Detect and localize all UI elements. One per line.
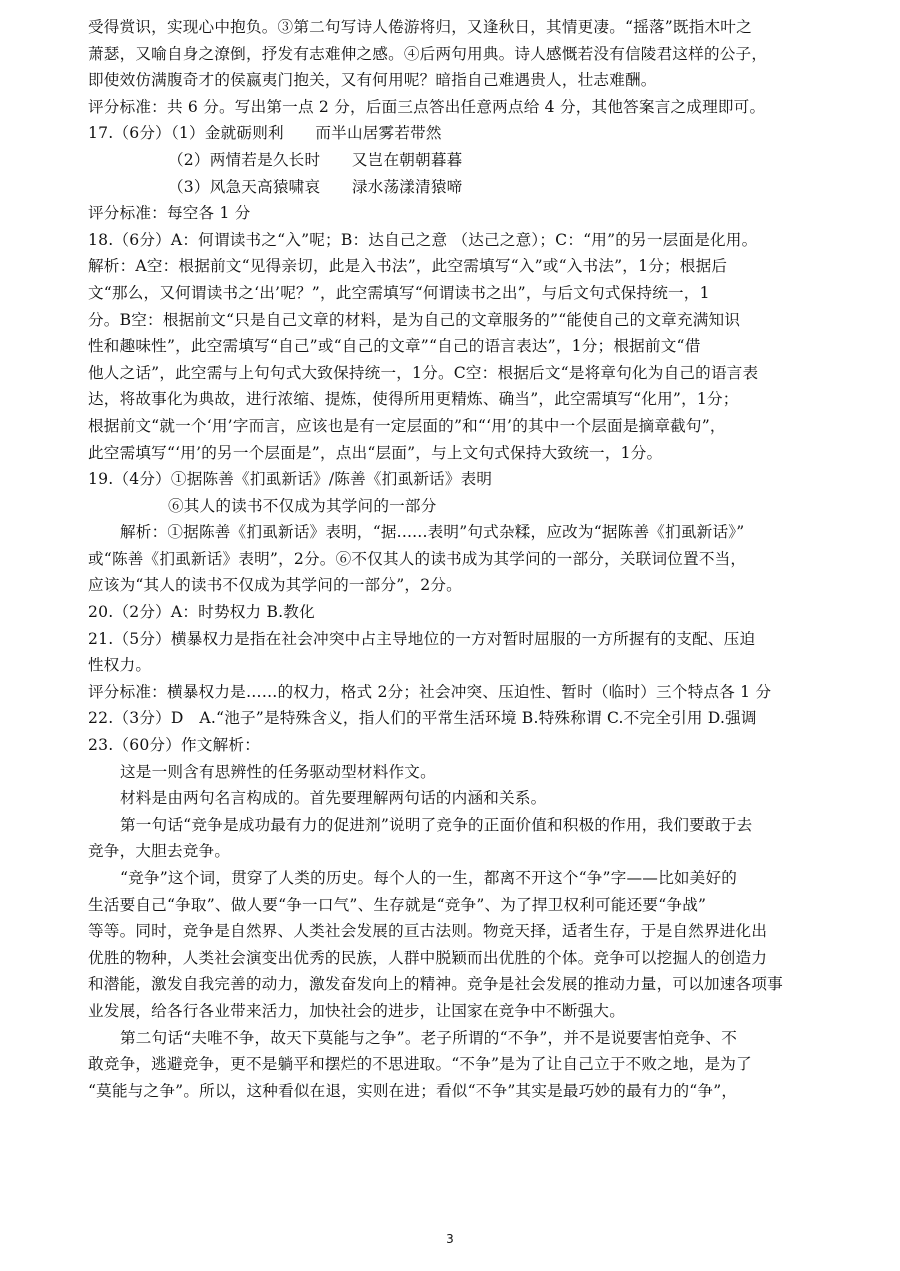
text-line: （2）两情若是久长时 又岂在朝朝暮暮: [168, 150, 463, 169]
text-line: 第一句话“竞争是成功最有力的促进剂”说明了竞争的正面价值和积极的作用，我们要敢于去: [120, 815, 753, 834]
text-line: “竞争”这个词，贯穿了人类的历史。每个人的一生，都离不开这个“争”字——比如美好的: [120, 869, 738, 887]
text-line: 材料是由两句名言构成的。首先要理解两句话的内涵和关系。: [120, 789, 547, 808]
text-line: “莫能与之争”。所以，这种看似在退，实则在进；看似“不争”其实是最巧妙的最有力的“争”，: [88, 1081, 738, 1100]
text-line: 业发展，给各行各业带来活力，加快社会的进步，让国家在竞争中不断强大。: [88, 1001, 625, 1020]
text-line: 分。B空：根据前文“只是自己文章的材料，是为自己的文章服务的”“能使自己的文章充满知识: [88, 310, 741, 329]
text-line: 性权力。: [88, 656, 152, 675]
text-line: 18.（6分）A：何谓读书之“入”呢；B：达自己之意 （达己之意）；C：“用”的另一层面是化用。: [88, 230, 758, 249]
text-line: 第二句话“夫唯不争，故天下莫能与之争”。老子所谓的“不争”，并不是说要害怕竞争、不: [120, 1028, 738, 1047]
text-line: 受得赏识，实现心中抱负。③第二句写诗人倦游将归，又逢秋日，其情更凄。“摇落”既指木叶之: [88, 18, 752, 36]
text-line: （3）风急天高猿啸哀 渌水荡漾清猿啼: [168, 177, 463, 196]
document-body: [88, 14, 848, 1104]
text-line: 根据前文“就一个‘用’字而言，应该也是有一定层面的”和“‘用’的其中一个层面是摘章截句”，: [88, 416, 726, 435]
text-line: 20.（2分）A：时势权力 B.教化: [88, 603, 315, 622]
text-line: 和潜能，激发自我完善的动力，激发奋发向上的精神。竞争是社会发展的推动力量，可以加速各项事: [88, 975, 783, 994]
text-line: 22.（3分）D A.“池子”是特殊含义，指人们的平常生活环境 B.特殊称谓 C.不完全引用 D.强调: [88, 709, 757, 728]
text-line: 19.（4分）①据陈善《扪虱新话》/陈善《扪虱新话》表明: [88, 470, 493, 489]
text-line: 17.（6分）（1）金就砺则利 而半山居雾若带然: [88, 124, 442, 143]
text-line: 他人之话”，此空需与上句句式大致保持统一，1分。C空：根据后文“是将章句化为自己的语言表: [88, 363, 759, 382]
text-line: 评分标准：横暴权力是……的权力，格式 2分；社会冲突、压迫性、暂时（临时）三个特点各 1 分: [88, 682, 772, 701]
text-line: 评分标准：每空各 1 分: [88, 204, 251, 223]
text-line: 解析：A空：根据前文“见得亲切，此是入书法”，此空需填写“入”或“入书法”，1分；根据后: [88, 257, 728, 276]
page-number: 3: [446, 1232, 454, 1246]
text-line: 此空需填写“‘用’的另一个层面是”，点出“层面”，与上文句式保持大致统一，1分。: [88, 443, 663, 462]
text-line: 或“陈善《扪虱新话》表明”，2分。⑥不仅其人的读书成为其学问的一部分，关联词位置不当，: [88, 549, 747, 568]
text-line: 竞争，大胆去竞争。: [88, 842, 231, 861]
text-line: 解析：①据陈善《扪虱新话》表明，“据......表明”句式杂糅，应改为“据陈善《扪虱新话》”: [120, 523, 745, 542]
text-line: 等等。同时，竞争是自然界、人类社会发展的亘古法则。物竞天择，适者生存，于是自然界进化出: [88, 922, 768, 941]
text-line: 这是一则含有思辨性的任务驱动型材料作文。: [120, 762, 436, 781]
text-line: 评分标准：共 6 分。写出第一点 2 分，后面三点答出任意两点给 4 分，其他答案言之成理即可。: [88, 97, 766, 116]
text-line: 性和趣味性”，此空需填写“自己”或“自己的文章”“自己的语言表达”，1分；根据前文“借: [88, 337, 701, 356]
text-line: ⑥其人的读书不仅成为其学问的一部分: [168, 496, 437, 515]
text-line: 应该为“其人的读书不仅成为其学问的一部分”，2分。: [88, 576, 462, 595]
text-line: 文“那么，又何谓读书之‘出’呢？”，此空需填写“何谓读书之出”，与后文句式保持统一，1: [88, 283, 710, 302]
text-line: 21.（5分）横暴权力是指在社会冲突中占主导地位的一方对暂时屈服的一方所握有的支配、压迫: [88, 629, 756, 648]
text-line: 生活要自己“争取”、做人要“争一口气”、生存就是“竞争”、为了捍卫权利可能还要“争战”: [88, 895, 707, 914]
text-line: 敢竞争，逃避竞争，更不是躺平和摆烂的不思进取。“不争”是为了让自己立于不败之地，是为了: [88, 1055, 752, 1074]
text-line: 萧瑟，又喻自身之潦倒，抒发有志难伸之感。④后两句用典。诗人感慨若没有信陵君这样的公子，: [88, 44, 768, 63]
text-line: 即使效仿满腹奇才的侯嬴夷门抱关，又有何用呢？暗指自己难遇贵人，壮志难酬。: [88, 71, 657, 90]
text-line: 优胜的物种，人类社会演变出优秀的民族，人群中脱颖而出优胜的个体。竞争可以挖掘人的创造力: [88, 948, 768, 967]
text-line: 达，将故事化为典故，进行浓缩、提炼，使得所用更精炼、确当”，此空需填写“化用”，1分；: [88, 390, 739, 409]
text-line: 23.（60分）作文解析：: [88, 736, 260, 755]
